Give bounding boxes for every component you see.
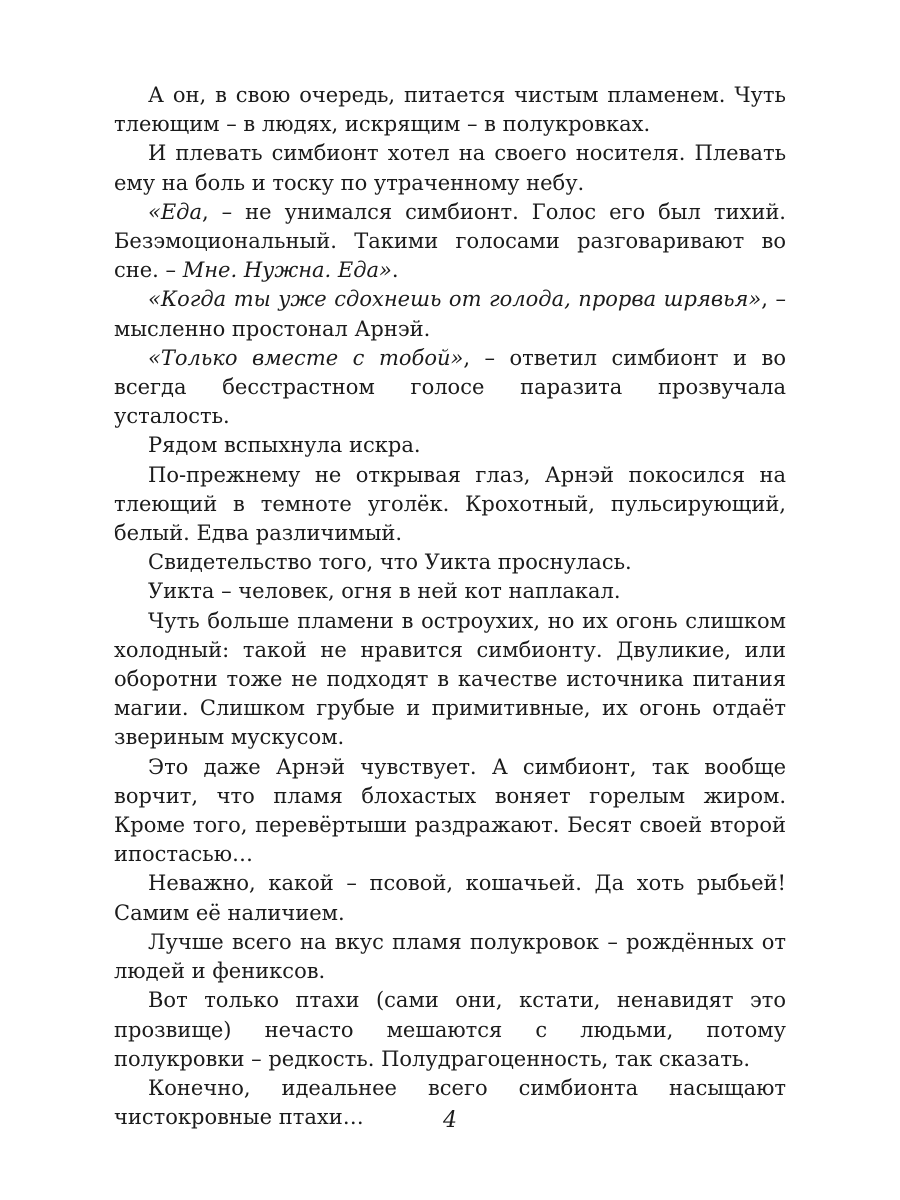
- paragraph: [114, 285, 786, 343]
- paragraph: [114, 986, 786, 1074]
- page-number: 4: [443, 1108, 457, 1133]
- paragraph: [114, 431, 786, 460]
- text-run: , – мысленно простонал Арнэй.: [114, 287, 786, 341]
- paragraph: [114, 81, 786, 139]
- page-body: [114, 81, 786, 1132]
- text-run: Лучше всего на вкус пламя полукровок – рождённых от людей и фениксов.: [114, 929, 786, 984]
- text-run: Вот только птахи (сами они, кстати, ненавидят это прозвище) нечасто мешаются с людьми, потому полукровки – редкость. Полудрагоценность, так сказать.: [114, 988, 786, 1071]
- text-run: Неважно, какой – псовой, кошачьей. Да хоть рыбьей! Самим её наличием.: [114, 871, 786, 925]
- paragraph: [114, 753, 786, 870]
- paragraph: [114, 344, 786, 432]
- text-run: , – ответил симбионт и во всегда бесстрастном голосе паразита прозвучала усталость.: [114, 345, 786, 429]
- text-run: А он, в свою очередь, питается чистым пламенем. Чуть тлеющим – в людях, искрящим – в полукровках.: [114, 83, 786, 137]
- text-run: Рядом вспыхнула искра.: [148, 433, 421, 458]
- paragraph: [114, 607, 786, 753]
- paragraph: [114, 198, 786, 286]
- text-run: По-прежнему не открывая глаз, Арнэй покосился на тлеющий в темноте уголёк. Крохотный, пульсирующий, белый. Едва различимый.: [114, 462, 786, 546]
- text-run: Конечно, идеальнее всего симбионта насыщают чистокровные птахи…: [114, 1075, 786, 1130]
- paragraph: [114, 461, 786, 549]
- text-run: Свидетельство того, что Уикта проснулась.: [148, 550, 632, 575]
- paragraph: [114, 928, 786, 986]
- paragraph: [114, 139, 786, 197]
- paragraph: [114, 577, 786, 606]
- text-run: Чуть больше пламени в остроухих, но их огонь слишком холодный: такой не нравится симбионту. Двуликие, или оборотни тоже не подходят в качестве источника питания магии. Слишком грубые и примитивные, их огонь отдаёт звериным мускусом.: [114, 608, 786, 750]
- text-run: Уикта – человек, огня в ней кот наплакал.: [148, 579, 621, 604]
- text-run: И плевать симбионт хотел на своего носителя. Плевать ему на боль и тоску по утраченному небу.: [114, 141, 786, 195]
- paragraph: [114, 548, 786, 577]
- paragraph: [114, 869, 786, 927]
- text-run: .: [391, 258, 399, 283]
- italic-text: «Когда ты уже сдохнешь от голода, прорва шрявья»: [148, 287, 762, 312]
- italic-text: «Только вместе с тобой»: [148, 345, 464, 370]
- italic-text: «Еда: [148, 199, 203, 224]
- text-run: , – не унимался симбионт. Голос его был тихий. Безэмоциональный. Такими голосами разговаривают во сне. –: [114, 199, 786, 283]
- text-run: Это даже Арнэй чувствует. А симбионт, так вообще ворчит, что пламя блохастых воняет горелым жиром. Кроме того, перевёртыши раздражают. Бесят своей второй ипостасью…: [114, 754, 786, 867]
- italic-text: Мне. Нужна. Еда»: [182, 258, 392, 283]
